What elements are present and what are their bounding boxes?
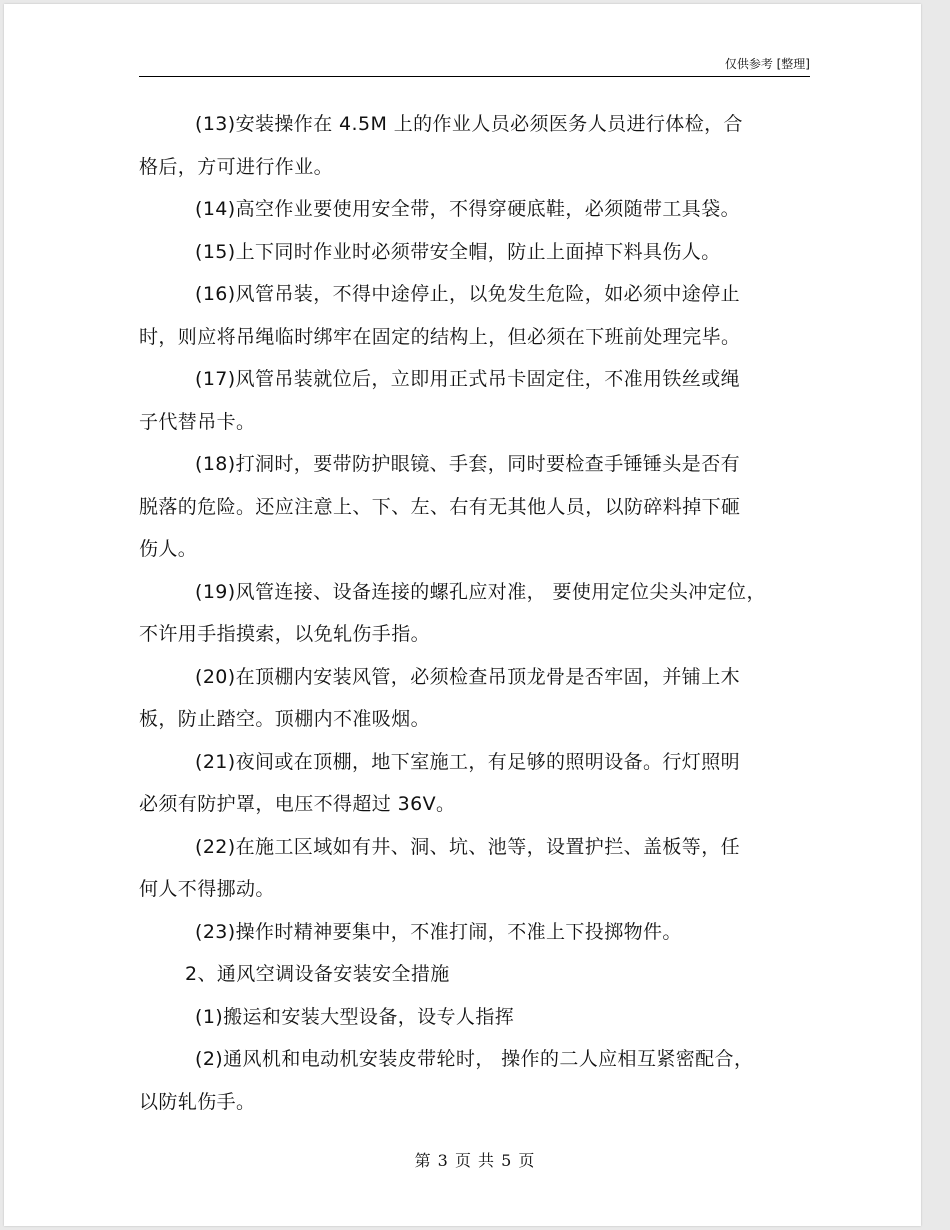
page-footer: 第 3 页 共 5 页: [414, 1151, 536, 1170]
paragraph-line: 脱落的危险。还应注意上、下、左、右有无其他人员，以防碎料掉下砸: [139, 495, 741, 518]
paragraph-line: (2)通风机和电动机安装皮带轮时， 操作的二人应相互紧密配合，: [195, 1048, 754, 1070]
paragraph-line: (14)高空作业要使用安全带，不得穿硬底鞋，必须随带工具袋。: [195, 198, 741, 220]
paragraph-line: 不许用手指摸索，以免轧伤手指。: [139, 623, 431, 645]
paragraph-line: 子代替吊卡。: [139, 410, 256, 433]
paragraph-line: (19)风管连接、设备连接的螺孔应对准， 要使用定位尖头冲定位，: [195, 580, 766, 603]
paragraph-line: 板，防止踏空。顶棚内不准吸烟。: [139, 708, 431, 730]
page-header: [139, 58, 810, 77]
paragraph-line: (23)操作时精神要集中，不准打闹，不准上下投掷物件。: [195, 920, 682, 943]
paragraph-line: (21)夜间或在顶棚，地下室施工，有足够的照明设备。行灯照明: [195, 750, 741, 773]
paragraph-line: 格后，方可进行作业。: [139, 155, 334, 178]
paragraph-line: 以防轧伤手。: [139, 1090, 256, 1113]
header-label: 仅供参考 [整理]: [724, 57, 810, 71]
paragraph-line: 何人不得挪动。: [139, 878, 275, 900]
paragraph-line: 伤人。: [139, 538, 198, 560]
paragraph-line: (13)安装操作在 4.5M 上的作业人员必须医务人员进行体检，合: [195, 113, 743, 135]
paragraph-line: (1)搬运和安装大型设备，设专人指挥: [195, 1005, 515, 1028]
paragraph-line: (18)打洞时，要带防护眼镜、手套，同时要检查手锤锤头是否有: [195, 453, 741, 475]
paragraph-line: (20)在顶棚内安装风管，必须检查吊顶龙骨是否牢固，并铺上木: [195, 665, 741, 688]
paragraph-line: 必须有防护罩，电压不得超过 36V。: [139, 793, 456, 815]
paragraph-line: (17)风管吊装就位后，立即用正式吊卡固定住，不准用铁丝或绳: [195, 368, 741, 390]
paragraph-line: (15)上下同时作业时必须带安全帽，防止上面掉下料具伤人。: [195, 240, 721, 263]
paragraph-line: (22)在施工区域如有井、洞、坑、池等，设置护拦、盖板等，任: [195, 835, 741, 858]
paragraph-line: (16)风管吊装，不得中途停止，以免发生危险，如必须中途停止: [195, 283, 741, 305]
document-body: [139, 103, 799, 1123]
section-heading: 2、通风空调设备安装安全措施: [185, 963, 450, 985]
paragraph-line: 时，则应将吊绳临时绑牢在固定的结构上，但必须在下班前处理完毕。: [139, 325, 741, 348]
